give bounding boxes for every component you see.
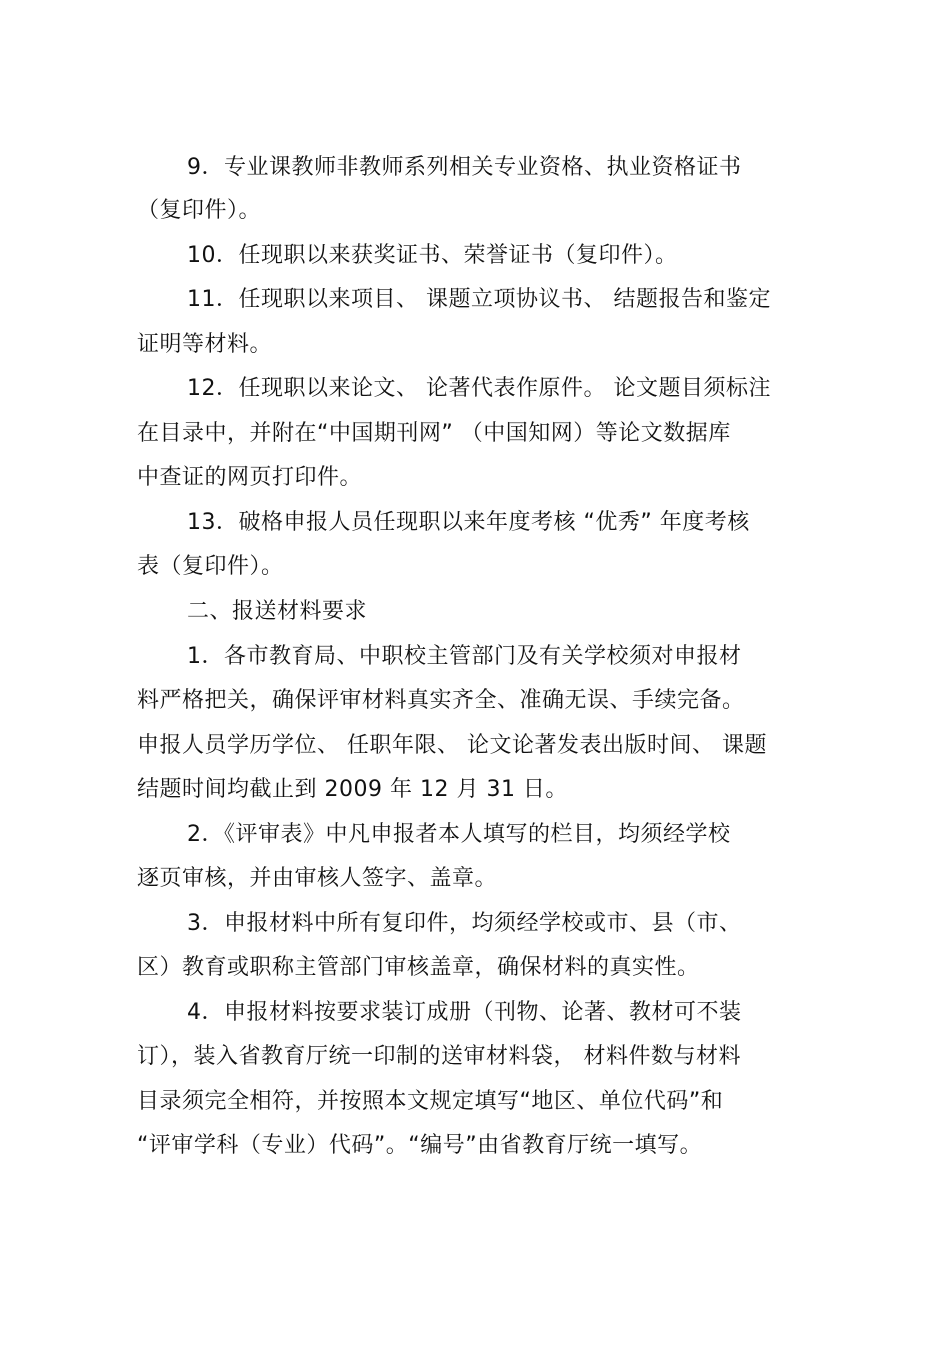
- text-line: 结题时间均截止到 2009 年 12 月 31 日。: [137, 777, 568, 802]
- section-heading: 二、报送材料要求: [187, 599, 368, 624]
- text-line: 证明等材料。: [137, 332, 273, 357]
- text-line: “评审学科（专业）代码”。“编号”由省教育厅统一填写。: [137, 1133, 703, 1158]
- text-line: 目录须完全相符，并按照本文规定填写“地区、单位代码”和: [137, 1089, 724, 1114]
- text-line: （复印件）。: [137, 198, 262, 223]
- text-line: 11．任现职以来项目、 课题立项协议书、 结题报告和鉴定: [187, 287, 771, 312]
- text-line: 料严格把关，确保评审材料真实齐全、准确无误、手续完备。: [137, 688, 745, 713]
- text-line: 中查证的网页打印件。: [137, 465, 363, 490]
- text-line: 4．申报材料按要求装订成册（刊物、论著、教材可不装: [187, 1000, 742, 1025]
- text-line: 申报人员学历学位、 任职年限、 论文论著发表出版时间、 课题: [137, 733, 767, 758]
- text-line: 2．《评审表》中凡申报者本人填写的栏目，均须经学校: [187, 822, 731, 847]
- text-line: 3．申报材料中所有复印件，均须经学校或市、县（市、: [187, 911, 742, 936]
- text-line: 区）教育或职称主管部门审核盖章，确保材料的真实性。: [137, 955, 700, 980]
- text-line: 9．专业课教师非教师系列相关专业资格、执业资格证书: [187, 155, 742, 180]
- text-line: 订），装入省教育厅统一印制的送审材料袋， 材料件数与材料: [137, 1044, 741, 1069]
- text-line: 10．任现职以来获奖证书、荣誉证书（复印件）。: [187, 243, 678, 268]
- text-line: 在目录中，并附在“中国期刊网” （中国知网）等论文数据库: [137, 421, 731, 446]
- text-line: 1．各市教育局、中职校主管部门及有关学校须对申报材: [187, 644, 742, 669]
- text-line: 表（复印件）。: [137, 554, 284, 579]
- text-line: 12．任现职以来论文、 论著代表作原件。 论文题目须标注: [187, 376, 771, 401]
- text-line: 13．破格申报人员任现职以来年度考核 “优秀” 年度考核: [187, 510, 750, 535]
- text-line: 逐页审核，并由审核人签字、盖章。: [137, 866, 498, 891]
